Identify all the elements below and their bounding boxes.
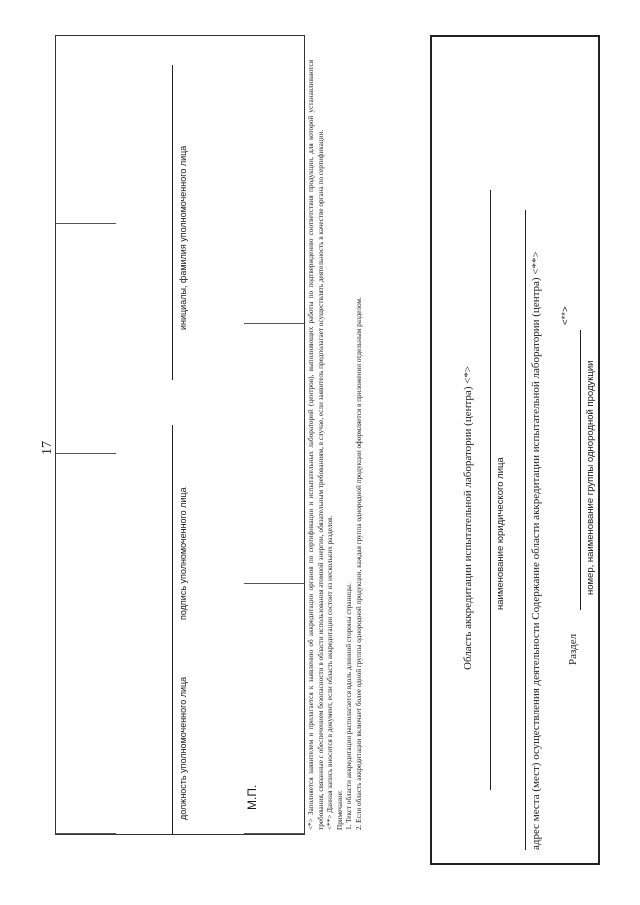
table-divider: [56, 223, 116, 224]
legal-entity-line: [490, 190, 491, 790]
address-text: адрес места (мест) осуществления деятельности Содержание области аккредитации испытательной лаборатории (центра) <**>: [530, 251, 542, 850]
remark-1: 1. Текст области аккредитации располагается вдоль длинной стороны страницы.: [345, 583, 353, 830]
remark-title: Примечание:: [335, 790, 344, 830]
position-line: [172, 655, 173, 835]
name-caption: инициалы, фамилия уполномоченного лица: [178, 145, 188, 330]
position-caption: должность уполномоченного лица: [178, 676, 188, 820]
product-group-line: [580, 330, 581, 610]
table-divider: [244, 833, 304, 834]
address-line: [525, 210, 526, 850]
table-divider: [56, 833, 116, 834]
form-title: Область аккредитации испытательной лаборатории (центра) <*>: [462, 365, 474, 670]
section-marker: <**>: [560, 306, 571, 325]
table-divider: [244, 323, 304, 324]
table-divider: [56, 453, 116, 454]
stamp-label: М.П.: [245, 784, 259, 810]
section-label: Раздел: [567, 633, 579, 665]
accreditation-form-frame: [430, 35, 600, 865]
product-group-caption: номер, наименование группы однородной продукции: [585, 360, 596, 595]
table-divider: [244, 583, 304, 584]
remark-2: 2. Если область аккредитации включает более одной группы однородной продукции, каждая группа однородной продукции оформляется в приложении отдельным разделом.: [354, 297, 363, 830]
name-line: [172, 65, 173, 380]
page-number: 17: [40, 441, 55, 455]
footnote-2: <**> Данная запись вносится в документ, если область аккредитации состоит из нескольких разделов.: [326, 515, 334, 830]
footnote-1: <*> Заполняется заявителем и прилагается к заявлению об аккредитации органов по сертификации и испытательных лабораторий (центров), выполняющих работы по подтверждению соответствия продукции, для которой устанавливаются требования, связанные с обеспечением безопасности в области использования атомной энергии, обязательным требованиям, в случае, если заявитель предполагает осуществлять деятельность в качестве органа по сертификации.: [307, 60, 325, 830]
signature-caption: подпись уполномоченного лица: [178, 487, 188, 620]
signature-line: [172, 425, 173, 655]
legal-entity-caption: наименование юридического лица: [495, 457, 506, 610]
footnotes-block: [307, 60, 364, 830]
